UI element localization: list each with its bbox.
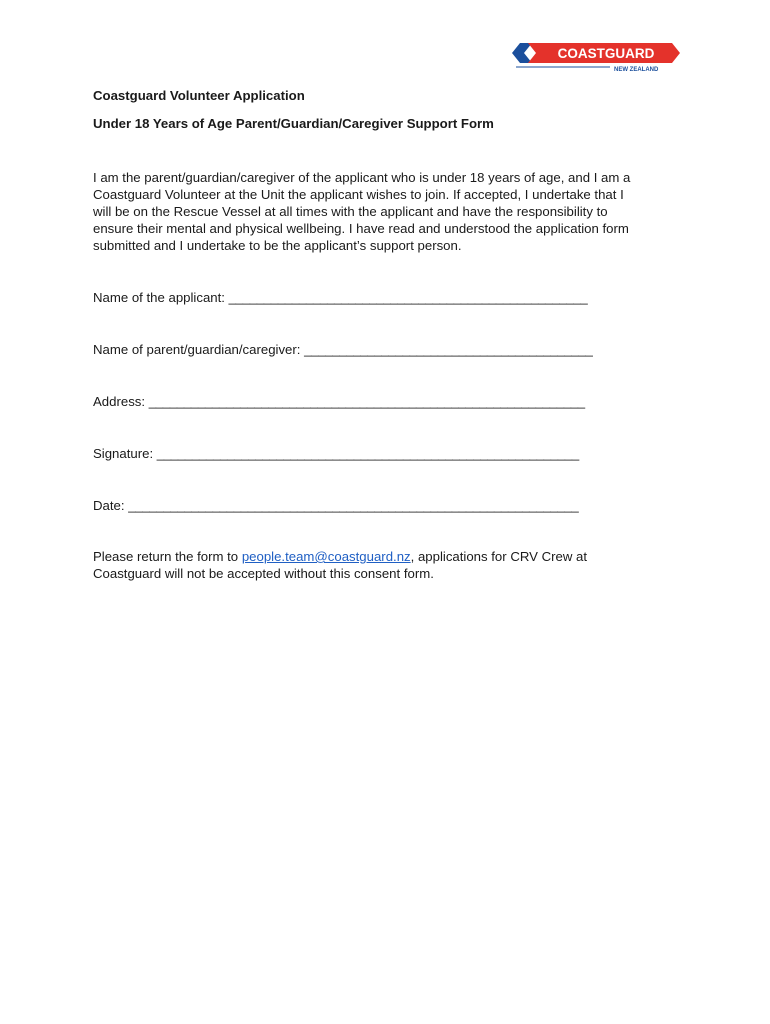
field-line[interactable]: _________________________________________ [304,342,593,357]
intro-line: ensure their mental and physical wellbeing. I have read and understood the application form [93,221,629,236]
field-label: Address: [93,394,146,409]
field-label: Date: [93,498,125,513]
field-label: Name of the applicant: [93,290,225,305]
date-field[interactable] [93,497,683,514]
field-line[interactable]: ____________________________________________________________ [156,446,579,461]
field-line[interactable]: ______________________________________________________________ [148,394,585,409]
intro-line: will be on the Rescue Vessel at all times with the applicant and have the responsibility to [93,204,608,219]
email-link[interactable]: people.team@coastguard.nz [241,549,411,564]
intro-line: I am the parent/guardian/caregiver of the applicant who is under 18 years of age, and I am a [93,170,631,185]
field-line[interactable]: ________________________________________________________________ [128,498,579,513]
document-title: Coastguard Volunteer Application [93,88,305,103]
field-label: Name of parent/guardian/caregiver: [93,342,301,357]
field-label: Signature: [93,446,154,461]
signature-field[interactable] [93,445,683,462]
closing-suffix: , applications for CRV Crew at [410,549,588,564]
field-line[interactable]: ___________________________________________________ [228,290,588,305]
intro-line: Coastguard Volunteer at the Unit the applicant wishes to join. If accepted, I undertake that I [93,187,624,202]
form-document [93,87,683,582]
guardian-name-field[interactable] [93,341,683,358]
applicant-name-field[interactable] [93,289,683,306]
logo-wordmark: COASTGUARD [557,46,655,61]
logo-tagline: NEW ZEALAND [614,67,659,73]
closing-line-2: Coastguard will not be accepted without this consent form. [93,566,434,581]
intro-line: submitted and I undertake to be the applicant’s support person. [93,238,462,253]
address-field[interactable] [93,393,683,410]
closing-paragraph [93,548,683,582]
document-subtitle: Under 18 Years of Age Parent/Guardian/Caregiver Support Form [93,116,494,131]
closing-prefix: Please return the form to [93,549,242,564]
intro-paragraph [93,169,683,254]
coastguard-logo [512,40,682,74]
